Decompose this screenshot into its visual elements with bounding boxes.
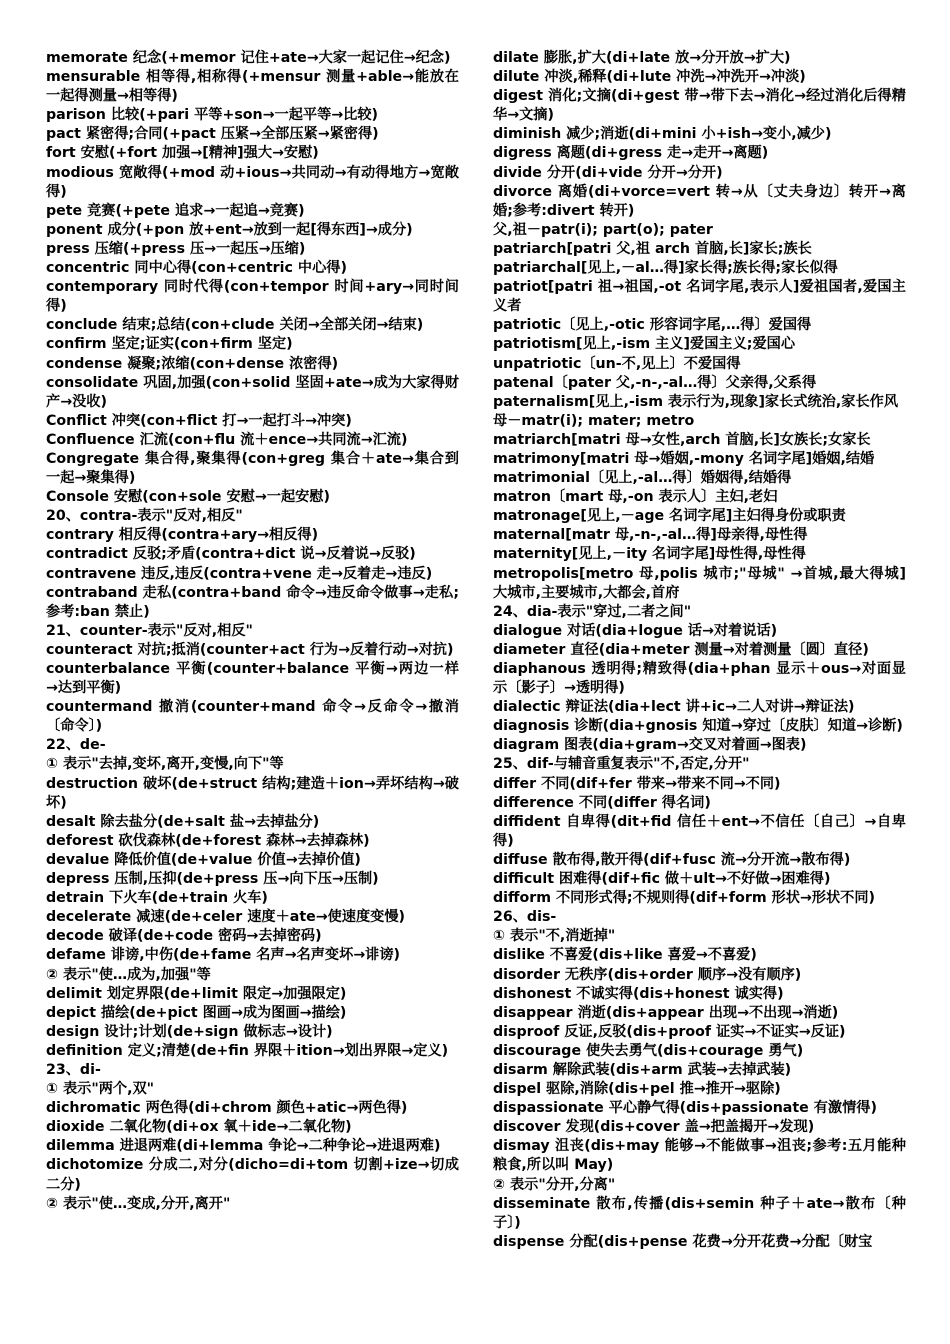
vocab-entry: dispense 分配(dis+pense 花费→分开花费→分配〔财宝	[493, 1233, 873, 1250]
vocab-entry: counterbalance 平衡(counter+balance 平衡→两边一样→达到平衡)	[46, 661, 459, 697]
vocab-entry: dioxide 二氧化物(di+ox 氧＋ide→二氧化物)	[46, 1119, 352, 1136]
vocab-entry: Congregate 集合得,聚集得(con+greg 集合＋ate→集合到一起→聚集得)	[46, 450, 459, 487]
vocab-entry: dismay 沮丧(dis+may 能够→不能做事→沮丧;参考:五月能种粮食,所以叫 May)	[493, 1138, 906, 1174]
vocab-entry: diameter 直径(dia+meter 测量→对着测量〔圆〕直径)	[493, 641, 869, 658]
vocab-entry: divorce 离婚(di+vorce=vert 转→从〔丈夫身边〕转开→离婚;参考:divert 转开)	[493, 183, 906, 219]
vocab-entry: discover 发现(dis+cover 盖→把盖揭开→发现)	[493, 1119, 815, 1136]
vocab-entry: dichromatic 两色得(di+chrom 颜色+atic→两色得)	[46, 1100, 408, 1117]
vocab-entry: matrimonial〔见上,-al…得〕婚姻得,结婚得	[493, 470, 792, 487]
vocab-entry: ponent 成分(+pon 放+ent→放到一起[得东西]→成分)	[46, 221, 413, 238]
vocab-entry: ② 表示"分开,分离"	[493, 1176, 616, 1193]
vocab-entry: ① 表示"两个,双"	[46, 1081, 155, 1098]
vocab-entry: diaphanous 透明得;精致得(dia+phan 显示＋ous→对面显示〔影子〕→透明得)	[493, 661, 906, 697]
vocab-entry: 22、de-	[46, 737, 106, 754]
vocab-entry: dilate 膨胀,扩大(di+late 放→分开放→扩大)	[493, 50, 791, 66]
vocab-entry: mensurable 相等得,相称得(+mensur 测量+able→能放在一起得测量→相等得)	[46, 69, 459, 105]
vocab-entry: confirm 坚定;证实(con+firm 坚定)	[46, 336, 293, 353]
vocab-entry: condense 凝聚;浓缩(con+dense 浓密得)	[46, 355, 339, 372]
vocab-entry: dilute 冲淡,稀释(di+lute 冲洗→冲洗开→冲淡)	[493, 69, 806, 86]
vocab-entry: 20、contra-表示"反对,相反"	[46, 508, 243, 525]
vocab-entry: defame 诽谤,中伤(de+fame 名声→名声变坏→诽谤)	[46, 947, 401, 964]
vocab-entry: digest 消化;文摘(di+gest 带→带下去→消化→经过消化后得精华→文摘)	[493, 88, 906, 124]
vocab-entry: disorder 无秩序(dis+order 顺序→没有顺序)	[493, 966, 802, 983]
vocab-entry: 父,祖－patr(i); part(o); pater	[493, 221, 713, 238]
right-column	[493, 49, 906, 1252]
vocab-entry: differ 不同(dif+fer 带来→带来不同→不同)	[493, 775, 781, 792]
vocab-entry: detrain 下火车(de+train 火车)	[46, 890, 268, 907]
vocab-entry: counteract 对抗;抵消(counter+act 行为→反着行动→对抗)	[46, 641, 454, 658]
vocab-entry: patriot[patri 祖→祖国,-ot 名词字尾,表示人]爱祖国者,爱国主义者	[493, 279, 906, 315]
vocab-entry: conclude 结束;总结(con+clude 关闭→全部关闭→结束)	[46, 317, 424, 334]
vocab-entry: memorate 纪念(+memor 记住+ate→大家一起记住→纪念)	[46, 50, 451, 66]
vocab-entry: pact 紧密得;合同(+pact 压紧→全部压紧→紧密得)	[46, 126, 379, 143]
vocab-entry: 26、dis-	[493, 909, 557, 926]
vocab-entry: diffident 自卑得(dit+fid 信任＋ent→不信任〔自己〕→自卑得)	[493, 813, 906, 849]
vocab-entry: 21、counter-表示"反对,相反"	[46, 622, 253, 639]
vocab-entry: ② 表示"使…变成,分开,离开"	[46, 1195, 231, 1212]
vocab-entry: patriotism[见上,-ism 主义]爱国主义;爱国心	[493, 336, 796, 353]
vocab-entry: dishonest 不诚实得(dis+honest 诚实得)	[493, 985, 784, 1002]
vocab-entry: 25、dif-与辅音重复表示"不,否定,分开"	[493, 756, 750, 773]
vocab-entry: consolidate 巩固,加强(con+solid 坚固+ate→成为大家得财产→没收)	[46, 374, 459, 410]
vocab-entry: disproof 反证,反驳(dis+proof 证实→不证实→反证)	[493, 1023, 846, 1040]
vocab-entry: devalue 降低价值(de+value 价值→去掉价值)	[46, 851, 361, 868]
vocab-entry: digress 离题(di+gress 走→走开→离题)	[493, 145, 769, 162]
vocab-entry: metropolis[metro 母,polis 城市;"母城" →首城,最大得城]大城市,主要城市,大都会,首府	[493, 565, 906, 601]
vocab-entry: 23、di-	[46, 1061, 101, 1078]
vocab-entry: depict 描绘(de+pict 图画→成为图画→描绘)	[46, 1004, 347, 1021]
vocab-entry: contraband 走私(contra+band 命令→违反命令做事→走私;参考:ban 禁止)	[46, 584, 459, 620]
vocab-entry: fort 安慰(+fort 加强→[精神]强大→安慰)	[46, 145, 319, 162]
vocab-entry: dichotomize 分成二,对分(dicho=di+tom 切割+ize→切成二分)	[46, 1157, 459, 1193]
left-column	[46, 49, 459, 1214]
vocab-entry: decode 破译(de+code 密码→去掉密码)	[46, 928, 322, 945]
vocab-entry: maternal[matr 母,-n-,-al…得]母亲得,母性得	[493, 527, 808, 544]
vocab-entry: Confluence 汇流(con+flu 流＋ence→共同流→汇流)	[46, 431, 408, 448]
vocab-entry: ① 表示"不,消逝掉"	[493, 928, 616, 945]
vocab-entry: Conflict 冲突(con+flict 打→一起打斗→冲突)	[46, 412, 352, 429]
vocab-entry: destruction 破坏(de+struct 结构;建造＋ion→弄坏结构→破坏)	[46, 775, 459, 811]
vocab-entry: ② 表示"使…成为,加强"等	[46, 966, 211, 983]
vocab-entry: difform 不同形式得;不规则得(dif+form 形状→形状不同)	[493, 890, 876, 907]
vocab-entry: pete 竞赛(+pete 追求→一起追→竞赛)	[46, 202, 305, 219]
vocab-entry: diagnosis 诊断(dia+gnosis 知道→穿过〔皮肤〕知道→诊断)	[493, 718, 903, 735]
vocab-entry: depress 压制,压抑(de+press 压→向下压→压制)	[46, 871, 379, 888]
vocab-entry: divide 分开(di+vide 分开→分开)	[493, 164, 723, 181]
vocab-entry: diminish 减少;消逝(di+mini 小+ish→变小,减少)	[493, 126, 832, 143]
vocab-entry: disarm 解除武装(dis+arm 武装→去掉武装)	[493, 1061, 792, 1078]
vocab-entry: 24、dia-表示"穿过,二者之间"	[493, 603, 692, 620]
vocab-entry: difficult 困难得(dif+fic 做＋ult→不好做→困难得)	[493, 871, 831, 888]
vocab-entry: 母－matr(i); mater; metro	[493, 412, 695, 429]
vocab-entry: difference 不同(differ 得名词)	[493, 794, 711, 811]
vocab-entry: diffuse 散布得,散开得(dif+fusc 流→分开流→散布得)	[493, 851, 851, 868]
vocab-entry: dislike 不喜爱(dis+like 喜爱→不喜爱)	[493, 947, 757, 964]
vocab-entry: matriarch[matri 母→女性,arch 首脑,长]女族长;女家长	[493, 431, 871, 448]
vocab-entry: contrary 相反得(contra+ary→相反得)	[46, 527, 319, 544]
vocab-entry: contemporary 同时代得(con+tempor 时间+ary→同时间得)	[46, 279, 459, 315]
vocab-entry: matron〔mart 母,-on 表示人〕主妇,老妇	[493, 489, 778, 506]
vocab-entry: maternity[见上,－ity 名词字尾]母性得,母性得	[493, 546, 806, 563]
vocab-entry: patriotic〔见上,-otic 形容词字尾,…得〕爱国得	[493, 317, 812, 334]
vocab-entry: patriarchal[见上,－al…得]家长得;族长得;家长似得	[493, 260, 838, 277]
vocab-entry: contravene 违反,违反(contra+vene 走→反着走→违反)	[46, 565, 433, 582]
vocab-entry: modious 宽敞得(+mod 动+ious→共同动→有动得地方→宽敞得)	[46, 164, 459, 200]
vocab-entry: press 压缩(+press 压→一起压→压缩)	[46, 240, 306, 257]
vocab-entry: deforest 砍伐森林(de+forest 森林→去掉森林)	[46, 832, 370, 849]
vocab-entry: patriarch[patri 父,祖 arch 首脑,长]家长;族长	[493, 240, 812, 257]
vocab-entry: dispassionate 平心静气得(dis+passionate 有激情得)	[493, 1100, 877, 1117]
vocab-entry: design 设计;计划(de+sign 做标志→设计)	[46, 1023, 333, 1040]
vocab-entry: unpatriotic〔un-不,见上〕不爱国得	[493, 355, 741, 372]
vocab-entry: discourage 使失去勇气(dis+courage 勇气)	[493, 1042, 804, 1059]
vocab-entry: disseminate 散布,传播(dis+semin 种子＋ate→散布〔种子〕)	[493, 1195, 906, 1231]
vocab-entry: dilemma 进退两难(di+lemma 争论→二种争论→进退两难)	[46, 1138, 441, 1155]
vocab-entry: delimit 划定界限(de+limit 限定→加强限定)	[46, 985, 347, 1002]
vocab-entry: diagram 图表(dia+gram→交叉对着画→图表)	[493, 737, 807, 754]
vocab-entry: patenal〔pater 父,-n-,-al…得〕父亲得,父系得	[493, 374, 817, 391]
vocab-entry: Console 安慰(con+sole 安慰→一起安慰)	[46, 489, 330, 506]
vocab-entry: dialogue 对话(dia+logue 话→对着说话)	[493, 622, 778, 639]
vocab-entry: definition 定义;清楚(de+fin 界限＋ition→划出界限→定义)	[46, 1042, 449, 1059]
vocab-entry: dispel 驱除,消除(dis+pel 推→推开→驱除)	[493, 1081, 781, 1098]
vocab-entry: countermand 撤消(counter+mand 命令→反命令→撤消〔命令〕)	[46, 699, 459, 735]
vocab-entry: concentric 同中心得(con+centric 中心得)	[46, 260, 347, 277]
vocab-entry: ① 表示"去掉,变坏,离开,变慢,向下"等	[46, 756, 284, 773]
vocab-entry: contradict 反驳;矛盾(contra+dict 说→反着说→反驳)	[46, 546, 416, 563]
vocab-entry: dialectic 辩证法(dia+lect 讲+ic→二人对讲→辩证法)	[493, 699, 855, 716]
vocab-entry: paternalism[见上,-ism 表示行为,现象]家长式统治,家长作风	[493, 393, 899, 410]
vocab-entry: decelerate 减速(de+celer 速度＋ate→使速度变慢)	[46, 909, 406, 926]
vocab-entry: matronage[见上,－age 名词字尾]主妇得身份或职责	[493, 508, 846, 525]
vocab-entry: matrimony[matri 母→婚姻,-mony 名词字尾]婚姻,结婚	[493, 450, 875, 467]
vocab-entry: parison 比较(+pari 平等+son→一起平等→比较)	[46, 107, 379, 124]
vocab-entry: disappear 消逝(dis+appear 出现→不出现→消逝)	[493, 1004, 839, 1021]
vocab-entry: desalt 除去盐分(de+salt 盐→去掉盐分)	[46, 813, 320, 830]
